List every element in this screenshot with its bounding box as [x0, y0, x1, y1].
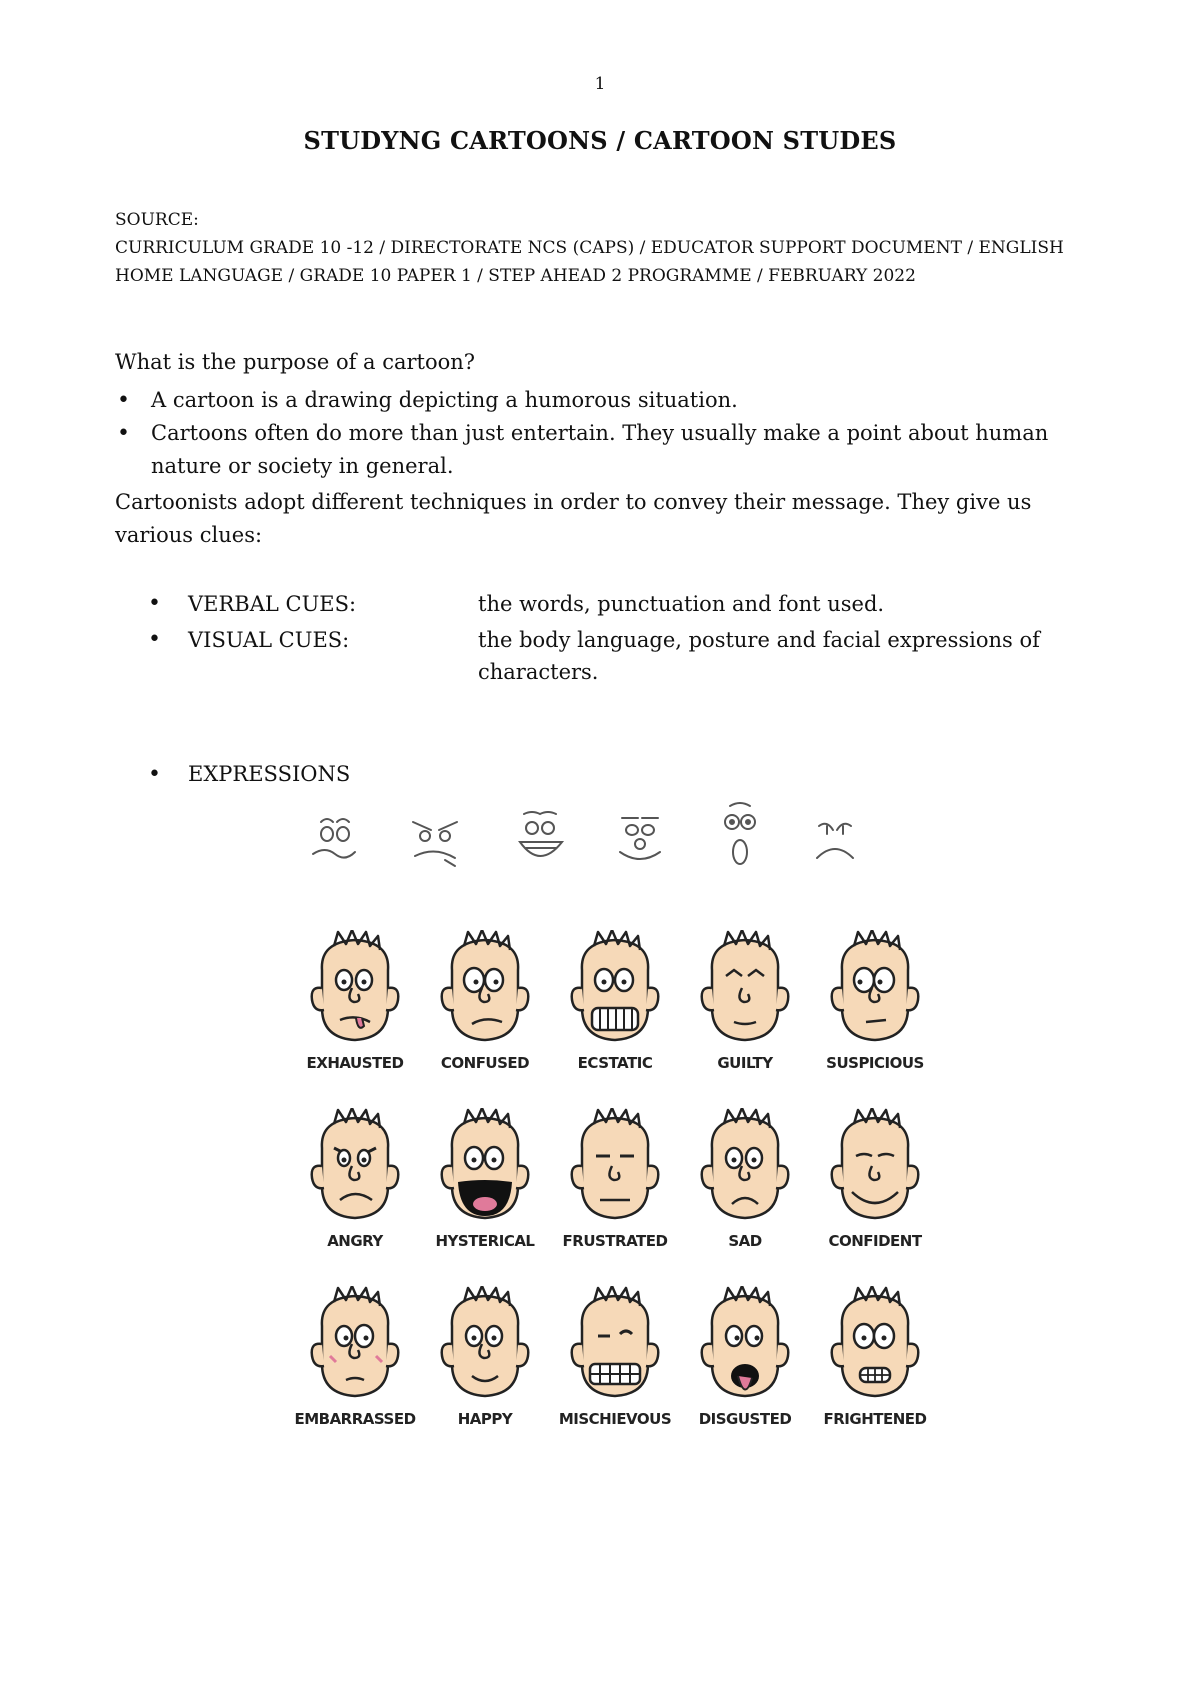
face-cell — [420, 1108, 550, 1250]
expressions-heading-row — [148, 762, 350, 787]
face-cell — [680, 1108, 810, 1250]
expressions-heading: EXPRESSIONS — [188, 762, 351, 786]
face-label: CONFIDENT — [828, 1232, 922, 1250]
face-label: EXHAUSTED — [306, 1054, 404, 1072]
face-cell — [680, 1286, 810, 1428]
purpose-bullets — [115, 384, 1100, 483]
sad-face-icon — [817, 824, 853, 858]
face-cell — [550, 930, 680, 1072]
face-cell — [420, 930, 550, 1072]
face-cell — [290, 1108, 420, 1250]
face-cell — [810, 930, 940, 1072]
face-cell — [290, 930, 420, 1072]
suspicious-face-icon — [820, 930, 930, 1050]
source-text: CURRICULUM GRADE 10 -12 / DIRECTORATE NCS (CAPS) / EDUCATOR SUPPORT DOCUMENT / ENGLISH HOME LANGUAGE / GRADE 10 PAPER 1 / STEP AHEAD 2 PROGRAMME / FEBRUARY 2022 — [115, 238, 1064, 286]
bullet-dot: • — [148, 627, 161, 652]
small-faces-strip — [305, 795, 905, 885]
cue-row-verbal — [148, 588, 1108, 620]
face-label: HYSTERICAL — [435, 1232, 535, 1250]
exhausted-face-icon — [300, 930, 410, 1050]
confident-face-icon — [820, 1108, 930, 1228]
cues-list — [148, 588, 1108, 692]
hysterical-face-icon — [430, 1108, 540, 1228]
face-label: FRUSTRATED — [562, 1232, 668, 1250]
techniques-paragraph: Cartoonists adopt different techniques in order to convey their message. They give us various clues: — [115, 490, 1032, 547]
guilty-face-icon — [690, 930, 800, 1050]
angry-face-icon — [300, 1108, 410, 1228]
source-block — [115, 206, 1095, 290]
face-cell — [680, 930, 810, 1072]
cue-term: VERBAL CUES: — [188, 592, 357, 616]
bullet-item: • Cartoons often do more than just entertain. They usually make a point about human nature or society in general. — [115, 417, 1100, 483]
face-label: MISCHIEVOUS — [558, 1410, 672, 1428]
page-number: 1 — [594, 74, 606, 94]
face-label: ANGRY — [327, 1232, 383, 1250]
face-cell — [810, 1286, 940, 1428]
smiling-face-icon — [620, 818, 660, 859]
face-label: GUILTY — [717, 1054, 773, 1072]
face-cell — [810, 1108, 940, 1250]
face-cell — [550, 1108, 680, 1250]
bullet-dot: • — [148, 762, 161, 787]
sad-face-icon — [690, 1108, 800, 1228]
page-title: STUDYNG CARTOONS / CARTOON STUDES — [303, 126, 897, 155]
face-cell — [290, 1286, 420, 1428]
mischievous-face-icon — [560, 1286, 670, 1406]
cue-term: VISUAL CUES: — [188, 628, 350, 652]
purpose-question: What is the purpose of a cartoon? — [115, 350, 476, 374]
face-label: CONFUSED — [440, 1054, 530, 1072]
face-cell — [420, 1286, 550, 1428]
bullet-dot: • — [148, 591, 161, 616]
surprised-face-icon — [725, 803, 755, 864]
source-label: SOURCE: — [115, 210, 199, 230]
cue-description: the words, punctuation and font used. — [478, 592, 885, 616]
cue-row-visual — [148, 624, 1108, 688]
cue-description: the body language, posture and facial expressions of characters. — [478, 628, 1040, 684]
face-label: SAD — [728, 1232, 762, 1250]
happy-face-icon — [430, 1286, 540, 1406]
worried-face-icon — [313, 819, 355, 858]
face-label: DISGUSTED — [698, 1410, 792, 1428]
frustrated-face-icon — [560, 1108, 670, 1228]
face-cell — [550, 1286, 680, 1428]
bullet-item: • A cartoon is a drawing depicting a humorous situation. — [115, 384, 1100, 417]
embarrassed-face-icon — [300, 1286, 410, 1406]
face-label: FRIGHTENED — [823, 1410, 927, 1428]
laughing-face-icon — [520, 812, 562, 856]
ecstatic-face-icon — [560, 930, 670, 1050]
face-label: EMBARRASSED — [294, 1410, 416, 1428]
face-label: SUSPICIOUS — [826, 1054, 924, 1072]
frightened-face-icon — [820, 1286, 930, 1406]
confused-face-icon — [430, 930, 540, 1050]
face-label: HAPPY — [457, 1410, 513, 1428]
disgusted-face-icon — [690, 1286, 800, 1406]
face-label: ECSTATIC — [577, 1054, 653, 1072]
angry-face-icon — [413, 822, 457, 866]
